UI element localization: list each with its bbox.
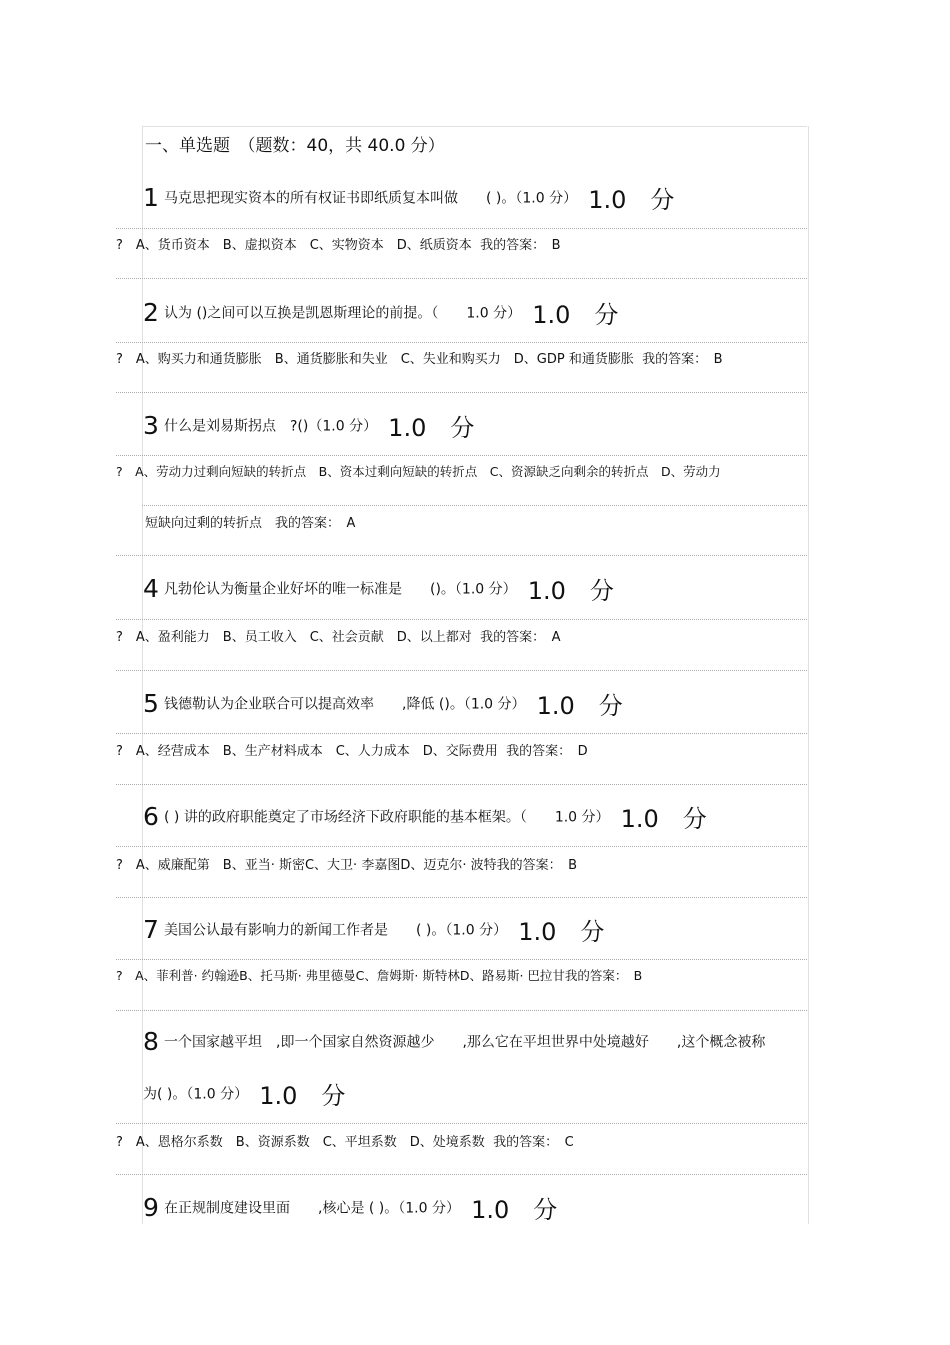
- question-frame: [142, 126, 809, 1224]
- question-number: 6: [143, 802, 159, 831]
- question-7: [143, 912, 604, 947]
- divider: [116, 1123, 807, 1124]
- options-row-continued: 短缺向过剩的转折点 我的答案： A: [145, 516, 356, 531]
- question-score: 1.0 分: [259, 1082, 346, 1110]
- divider: [116, 455, 807, 456]
- divider: [116, 392, 807, 393]
- question-text: 一个国家越平坦 ,即一个国家自然资源越少 ,那么它在平坦世界中处境越好 ,这个概念被称: [164, 1034, 766, 1051]
- question-number: 5: [143, 689, 159, 718]
- divider: [116, 555, 807, 556]
- divider: [116, 619, 807, 620]
- question-text: 为( )。（1.0 分）: [143, 1086, 249, 1103]
- question-text: 凡勃伦认为衡量企业好坏的唯一标准是 ()。（1.0 分）: [164, 581, 517, 598]
- options-row: ? A、劳动力过剩向短缺的转折点 B、资本过剩向短缺的转折点 C、资源缺乏向剩余的转折点 D、劳动力: [116, 464, 721, 479]
- question-text: 认为 ()之间可以互换是凯恩斯理论的前提。（ 1.0 分）: [164, 305, 522, 322]
- options-row: ? A、威廉配第 B、亚当· 斯密C、大卫· 李嘉图D、迈克尔· 波特我的答案： B: [116, 858, 578, 873]
- divider: [116, 959, 807, 960]
- question-score: 1.0 分: [620, 805, 707, 833]
- question-text: ( ) 讲的政府职能奠定了市场经济下政府职能的基本框架。（ 1.0 分）: [164, 809, 610, 826]
- question-text: 在正规制度建设里面 ,核心是 ( )。（1.0 分）: [164, 1200, 460, 1217]
- question-2: [143, 295, 618, 330]
- options-row: ? A、购买力和通货膨胀 B、通货膨胀和失业 C、失业和购买力 D、GDP 和通货膨胀 我的答案： B: [116, 352, 723, 367]
- question-number: 3: [143, 411, 159, 440]
- question-4: [143, 571, 614, 606]
- divider: [116, 1174, 807, 1175]
- question-text: 马克思把现实资本的所有权证书即纸质复本叫做 ( )。（1.0 分）: [164, 190, 578, 207]
- divider: [116, 1010, 807, 1011]
- question-6: [143, 799, 707, 834]
- question-score: 1.0 分: [471, 1196, 558, 1224]
- options-row: ? A、菲利普· 约翰逊B、托马斯· 弗里德曼C、詹姆斯· 斯特林D、路易斯· 巴拉甘我的答案： B: [116, 968, 643, 983]
- question-3: [143, 408, 474, 443]
- question-number: 8: [143, 1027, 159, 1056]
- divider: [116, 784, 807, 785]
- options-row: ? A、盈利能力 B、员工收入 C、社会贡献 D、以上都对 我的答案： A: [116, 630, 561, 645]
- question-number: 2: [143, 298, 159, 327]
- divider: [142, 126, 807, 127]
- question-score: 1.0 分: [588, 186, 675, 214]
- question-score: 1.0 分: [388, 414, 475, 442]
- question-8: [143, 1027, 765, 1056]
- question-text: 什么是刘易斯拐点 ?()（1.0 分）: [164, 418, 378, 435]
- divider: [116, 342, 807, 343]
- question-number: 1: [143, 183, 159, 212]
- question-score: 1.0 分: [518, 918, 605, 946]
- question-text: 钱德勒认为企业联合可以提高效率 ,降低 ()。（1.0 分）: [164, 696, 526, 713]
- question-number: 7: [143, 915, 159, 944]
- divider: [116, 228, 807, 229]
- question-5: [143, 686, 623, 721]
- question-number: 4: [143, 574, 159, 603]
- divider: [142, 505, 807, 506]
- question-8-continued: [143, 1076, 345, 1111]
- question-score: 1.0 分: [532, 301, 619, 329]
- options-row: ? A、恩格尔系数 B、资源系数 C、平坦系数 D、处境系数 我的答案： C: [116, 1135, 574, 1150]
- divider: [116, 897, 807, 898]
- question-score: 1.0 分: [536, 692, 623, 720]
- options-row: ? A、货币资本 B、虚拟资本 C、实物资本 D、纸质资本 我的答案： B: [116, 238, 561, 253]
- divider: [116, 846, 807, 847]
- question-1: [143, 180, 674, 215]
- question-score: 1.0 分: [527, 577, 614, 605]
- question-number: 9: [143, 1193, 159, 1222]
- question-9: [143, 1190, 557, 1225]
- divider: [116, 733, 807, 734]
- options-row: ? A、经营成本 B、生产材料成本 C、人力成本 D、交际费用 我的答案： D: [116, 744, 588, 759]
- divider: [116, 670, 807, 671]
- divider: [116, 278, 807, 279]
- question-text: 美国公认最有影响力的新闻工作者是 ( )。（1.0 分）: [164, 922, 508, 939]
- section-header: 一、单选题 （题数：40，共 40.0 分）: [145, 136, 445, 156]
